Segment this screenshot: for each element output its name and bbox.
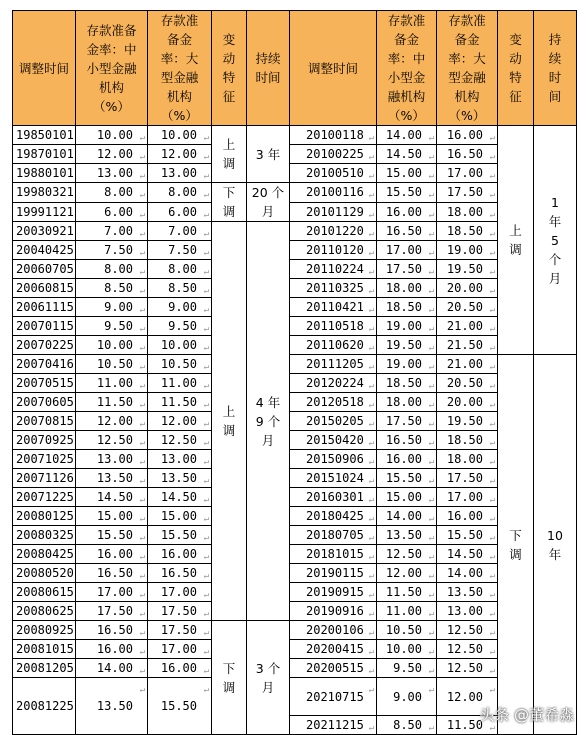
left-date-cell: 19870101 xyxy=(13,145,76,164)
left-date-cell: 20030921 xyxy=(13,222,76,241)
left-large-rate-cell: 16.00 ↵ xyxy=(148,545,212,564)
table-row xyxy=(13,260,577,279)
left-date-cell: 20081015 xyxy=(13,640,76,659)
right-large-rate-cell: 20.50 ↵ xyxy=(437,374,498,393)
left-small-rate-cell: 8.50 ↵ xyxy=(76,279,148,298)
header-left-change-type: 变 动 特 征 xyxy=(212,11,247,126)
right-date-cell: 20211215 ↵ xyxy=(290,716,377,735)
table-row xyxy=(13,183,577,203)
right-small-rate-cell: 12.00 ↵ xyxy=(377,564,437,583)
left-large-rate-cell: 13.00 ↵ xyxy=(148,164,212,183)
reserve-ratio-table xyxy=(12,10,577,735)
left-small-rate-cell: 7.00 ↵ xyxy=(76,222,148,241)
right-date-cell: 20151024 ↵ xyxy=(290,469,377,488)
table-row xyxy=(13,126,577,145)
left-large-rate-cell: 13.00 ↵ xyxy=(148,450,212,469)
left-date-cell: 19850101 xyxy=(13,126,76,145)
right-large-rate-cell: 21.00 ↵ xyxy=(437,355,498,374)
right-small-rate-cell: 14.00 ↵ xyxy=(377,126,437,145)
right-small-rate-cell: 15.00 ↵ xyxy=(377,488,437,507)
left-date-cell: 20081225 xyxy=(13,678,76,735)
right-large-rate-cell: 16.00 ↵ xyxy=(437,126,498,145)
left-small-rate-cell: 10.00 ↵ xyxy=(76,126,148,145)
right-large-rate-cell: 19.00 ↵ xyxy=(437,241,498,260)
table-row xyxy=(13,317,577,336)
left-change-type-cell: 上 调 xyxy=(212,126,247,183)
right-change-type-cell: 下 调 xyxy=(498,355,534,735)
left-small-rate-cell: 17.00 ↵ xyxy=(76,583,148,602)
right-date-cell: 20100118 ↵ xyxy=(290,126,377,145)
table-row xyxy=(13,488,577,507)
left-large-rate-cell: 10.50 ↵ xyxy=(148,355,212,374)
table-row xyxy=(13,659,577,678)
right-date-cell: 20110120 ↵ xyxy=(290,241,377,260)
right-large-rate-cell: 16.00 ↵ xyxy=(437,507,498,526)
table-row xyxy=(13,374,577,393)
right-date-cell: 20100225 ↵ xyxy=(290,145,377,164)
left-large-rate-cell: 14.50 ↵ xyxy=(148,488,212,507)
header-row xyxy=(13,11,577,126)
right-large-rate-cell: 21.00 ↵ xyxy=(437,317,498,336)
left-small-rate-cell: 9.50 ↵ xyxy=(76,317,148,336)
right-date-cell: 20190115 ↵ xyxy=(290,564,377,583)
right-small-rate-cell: 15.00 ↵ xyxy=(377,164,437,183)
right-small-rate-cell: 18.50 ↵ xyxy=(377,298,437,317)
header-right-time: 调整时间 xyxy=(290,11,377,126)
table-row xyxy=(13,202,577,222)
right-date-cell: 20110224 ↵ xyxy=(290,260,377,279)
left-large-rate-cell: 17.50 ↵ xyxy=(148,621,212,640)
right-date-cell: 20150906 ↵ xyxy=(290,450,377,469)
right-date-cell: 20150420 ↵ xyxy=(290,431,377,450)
left-large-rate-cell: 15.00 ↵ xyxy=(148,507,212,526)
left-small-rate-cell: 13.00 ↵ xyxy=(76,450,148,469)
left-change-type-cell: 下 调 xyxy=(212,183,247,222)
table-row xyxy=(13,336,577,355)
table-row xyxy=(13,431,577,450)
right-large-rate-cell: 20.50 ↵ xyxy=(437,298,498,317)
left-large-rate-cell: 10.00 ↵ xyxy=(148,126,212,145)
right-small-rate-cell: 11.00 ↵ xyxy=(377,602,437,621)
table-row xyxy=(13,602,577,621)
left-date-cell: 20070605 xyxy=(13,393,76,412)
left-date-cell: 20080125 xyxy=(13,507,76,526)
right-large-rate-cell: 12.50 ↵ xyxy=(437,621,498,640)
left-large-rate-cell: 17.50 ↵ xyxy=(148,602,212,621)
right-small-rate-cell: 12.50 ↵ xyxy=(377,545,437,564)
table-row xyxy=(13,640,577,659)
right-small-rate-cell: 10.50 ↵ xyxy=(377,621,437,640)
left-date-cell: 20070515 xyxy=(13,374,76,393)
right-large-rate-cell: 20.00 ↵ xyxy=(437,393,498,412)
right-small-rate-cell: 16.50 ↵ xyxy=(377,222,437,241)
table-row xyxy=(13,526,577,545)
right-large-rate-cell: 14.00 ↵ xyxy=(437,564,498,583)
left-date-cell: 20070925 xyxy=(13,431,76,450)
right-small-rate-cell: 9.50 ↵ xyxy=(377,659,437,678)
table-row xyxy=(13,164,577,183)
left-date-cell: 20061115 xyxy=(13,298,76,317)
right-large-rate-cell: 12.50 ↵ xyxy=(437,659,498,678)
left-small-rate-cell: 13.50 ↵ xyxy=(76,678,148,735)
left-large-rate-cell: 8.00 ↵ xyxy=(148,260,212,279)
table-row xyxy=(13,412,577,431)
left-small-rate-cell: 15.50 ↵ xyxy=(76,526,148,545)
table-row xyxy=(13,450,577,469)
left-date-cell: 20080615 xyxy=(13,583,76,602)
right-large-rate-cell: 17.00 ↵ xyxy=(437,488,498,507)
right-large-rate-cell: 11.50 ↵ xyxy=(437,716,498,735)
right-large-rate-cell: 19.50 ↵ xyxy=(437,412,498,431)
left-small-rate-cell: 15.00 ↵ xyxy=(76,507,148,526)
watermark: 头条 @董希淼 xyxy=(479,706,574,724)
right-large-rate-cell: 18.50 ↵ xyxy=(437,222,498,241)
left-duration-cell: 4 年 9 个 月 xyxy=(247,222,290,621)
left-large-rate-cell: 16.00 ↵ xyxy=(148,659,212,678)
left-small-rate-cell: 8.00 ↵ xyxy=(76,260,148,279)
left-small-rate-cell: 16.00 ↵ xyxy=(76,545,148,564)
left-large-rate-cell: 7.50 ↵ xyxy=(148,241,212,260)
right-large-rate-cell: 14.50 ↵ xyxy=(437,545,498,564)
left-date-cell: 20080325 xyxy=(13,526,76,545)
right-small-rate-cell: 18.00 ↵ xyxy=(377,393,437,412)
table-row xyxy=(13,564,577,583)
right-duration-cell: 10 年 xyxy=(534,355,577,735)
table-row xyxy=(13,222,577,241)
right-large-rate-cell: 20.00 ↵ xyxy=(437,279,498,298)
right-small-rate-cell: 19.00 ↵ xyxy=(377,355,437,374)
right-date-cell: 20111205 ↵ xyxy=(290,355,377,374)
right-date-cell: 20120224 ↵ xyxy=(290,374,377,393)
left-small-rate-cell: 13.00 ↵ xyxy=(76,164,148,183)
right-large-rate-cell: 13.00 ↵ xyxy=(437,602,498,621)
right-date-cell: 20190915 ↵ xyxy=(290,583,377,602)
header-right-large-rate: 存款准 备金 率：大 型金融 机构 （%） xyxy=(437,11,498,126)
left-small-rate-cell: 11.00 ↵ xyxy=(76,374,148,393)
table-row xyxy=(13,621,577,640)
left-large-rate-cell: 9.50 ↵ xyxy=(148,317,212,336)
left-date-cell: 20070815 xyxy=(13,412,76,431)
right-large-rate-cell: 16.50 ↵ xyxy=(437,145,498,164)
right-date-cell: 20190916 ↵ xyxy=(290,602,377,621)
left-large-rate-cell: 9.00 ↵ xyxy=(148,298,212,317)
left-date-cell: 20070225 xyxy=(13,336,76,355)
left-change-type-cell: 上 调 xyxy=(212,222,247,621)
left-date-cell: 19991121 xyxy=(13,202,76,222)
right-large-rate-cell: 18.50 ↵ xyxy=(437,431,498,450)
right-date-cell: 20150205 ↵ xyxy=(290,412,377,431)
table-row xyxy=(13,355,577,374)
right-large-rate-cell: 17.50 ↵ xyxy=(437,469,498,488)
left-date-cell: 20040425 xyxy=(13,241,76,260)
left-small-rate-cell: 14.50 ↵ xyxy=(76,488,148,507)
left-large-rate-cell: 8.50 ↵ xyxy=(148,279,212,298)
table-row xyxy=(13,241,577,260)
header-left-small-rate: 存款准备 金率：中 小型金融 机构 （%） xyxy=(76,11,148,126)
right-date-cell: 20110620 ↵ xyxy=(290,336,377,355)
left-small-rate-cell: 8.00 ↵ xyxy=(76,183,148,203)
right-small-rate-cell: 18.00 ↵ xyxy=(377,279,437,298)
left-change-type-cell: 下 调 xyxy=(212,621,247,735)
left-date-cell: 20070115 xyxy=(13,317,76,336)
right-date-cell: 20120518 ↵ xyxy=(290,393,377,412)
right-small-rate-cell: 16.00 ↵ xyxy=(377,202,437,222)
left-date-cell: 20060705 xyxy=(13,260,76,279)
right-date-cell: 20101129 ↵ xyxy=(290,202,377,222)
left-large-rate-cell: 12.50 ↵ xyxy=(148,431,212,450)
table-row xyxy=(13,279,577,298)
left-date-cell: 19880101 xyxy=(13,164,76,183)
left-date-cell: 20080520 xyxy=(13,564,76,583)
right-large-rate-cell: 21.50 ↵ xyxy=(437,336,498,355)
left-date-cell: 19980321 xyxy=(13,183,76,203)
right-small-rate-cell: 8.50 ↵ xyxy=(377,716,437,735)
right-date-cell: 20100510 ↵ xyxy=(290,164,377,183)
table-row xyxy=(13,507,577,526)
left-date-cell: 20071126 xyxy=(13,469,76,488)
right-small-rate-cell: 15.50 ↵ xyxy=(377,183,437,203)
right-small-rate-cell: 14.00 ↵ xyxy=(377,507,437,526)
right-date-cell: 20200106 ↵ xyxy=(290,621,377,640)
left-date-cell: 20070416 xyxy=(13,355,76,374)
right-small-rate-cell: 17.50 ↵ xyxy=(377,412,437,431)
right-large-rate-cell: 19.50 ↵ xyxy=(437,260,498,279)
table-row xyxy=(13,469,577,488)
right-small-rate-cell: 17.50 ↵ xyxy=(377,260,437,279)
left-date-cell: 20060815 xyxy=(13,279,76,298)
left-date-cell: 20071025 xyxy=(13,450,76,469)
left-large-rate-cell: 8.00 ↵ xyxy=(148,183,212,203)
left-small-rate-cell: 7.50 ↵ xyxy=(76,241,148,260)
right-small-rate-cell: 16.00 ↵ xyxy=(377,450,437,469)
left-duration-cell: 3 个 月 xyxy=(247,621,290,735)
left-date-cell: 20080425 xyxy=(13,545,76,564)
header-right-duration: 持 续 时 间 xyxy=(534,11,577,126)
right-date-cell: 20200415 ↵ xyxy=(290,640,377,659)
right-small-rate-cell: 18.50 ↵ xyxy=(377,374,437,393)
right-large-rate-cell: 17.00 ↵ xyxy=(437,164,498,183)
right-large-rate-cell: 12.00 ↵ xyxy=(437,678,498,716)
left-small-rate-cell: 17.50 ↵ xyxy=(76,602,148,621)
left-duration-cell: 3 年 xyxy=(247,126,290,183)
left-large-rate-cell: 11.00 ↵ xyxy=(148,374,212,393)
right-date-cell: 20110421 ↵ xyxy=(290,298,377,317)
left-large-rate-cell: 15.50 ↵ xyxy=(148,678,212,735)
right-duration-cell: 1 年 5 个 月 xyxy=(534,126,577,355)
right-small-rate-cell: 19.50 ↵ xyxy=(377,336,437,355)
left-large-rate-cell: 11.50 ↵ xyxy=(148,393,212,412)
left-date-cell: 20071225 xyxy=(13,488,76,507)
left-small-rate-cell: 13.50 ↵ xyxy=(76,469,148,488)
left-small-rate-cell: 14.00 ↵ xyxy=(76,659,148,678)
left-date-cell: 20080925 xyxy=(13,621,76,640)
right-date-cell: 20110518 ↵ xyxy=(290,317,377,336)
right-large-rate-cell: 15.50 ↵ xyxy=(437,526,498,545)
table-row xyxy=(13,583,577,602)
left-small-rate-cell: 12.50 ↵ xyxy=(76,431,148,450)
right-small-rate-cell: 17.00 ↵ xyxy=(377,241,437,260)
right-change-type-cell: 上 调 xyxy=(498,126,534,355)
left-date-cell: 20081205 xyxy=(13,659,76,678)
table-body xyxy=(13,126,577,735)
table-row xyxy=(13,298,577,317)
header-right-change-type: 变 动 特 征 xyxy=(498,11,534,126)
left-small-rate-cell: 16.50 ↵ xyxy=(76,621,148,640)
right-small-rate-cell: 11.50 ↵ xyxy=(377,583,437,602)
right-small-rate-cell: 10.00 ↵ xyxy=(377,640,437,659)
left-large-rate-cell: 6.00 ↵ xyxy=(148,202,212,222)
right-date-cell: 20160301 ↵ xyxy=(290,488,377,507)
right-small-rate-cell: 9.00 ↵ xyxy=(377,678,437,716)
left-large-rate-cell: 12.00 ↵ xyxy=(148,145,212,164)
left-small-rate-cell: 11.50 ↵ xyxy=(76,393,148,412)
left-small-rate-cell: 10.00 ↵ xyxy=(76,336,148,355)
left-small-rate-cell: 16.50 ↵ xyxy=(76,564,148,583)
right-date-cell: 20101220 ↵ xyxy=(290,222,377,241)
left-large-rate-cell: 13.50 ↵ xyxy=(148,469,212,488)
left-small-rate-cell: 10.50 ↵ xyxy=(76,355,148,374)
right-large-rate-cell: 18.00 ↵ xyxy=(437,202,498,222)
right-large-rate-cell: 18.00 ↵ xyxy=(437,450,498,469)
right-small-rate-cell: 13.50 ↵ xyxy=(377,526,437,545)
left-date-cell: 20080625 xyxy=(13,602,76,621)
right-date-cell: 20180705 ↵ xyxy=(290,526,377,545)
header-left-time: 调整时间 xyxy=(13,11,76,126)
header-right-small-rate: 存款准 备金 率：中 小型金 融机构 （%） xyxy=(377,11,437,126)
left-large-rate-cell: 15.50 ↵ xyxy=(148,526,212,545)
right-large-rate-cell: 12.50 ↵ xyxy=(437,640,498,659)
table-row xyxy=(13,145,577,164)
right-small-rate-cell: 14.50 ↵ xyxy=(377,145,437,164)
left-large-rate-cell: 7.00 ↵ xyxy=(148,222,212,241)
table-row xyxy=(13,545,577,564)
left-small-rate-cell: 6.00 ↵ xyxy=(76,202,148,222)
right-date-cell: 20210715 ↵ xyxy=(290,678,377,716)
table-row xyxy=(13,393,577,412)
header-left-large-rate: 存款准 备金 率：大 型金融 机构 （%） xyxy=(148,11,212,126)
right-small-rate-cell: 15.50 ↵ xyxy=(377,469,437,488)
right-date-cell: 20110325 ↵ xyxy=(290,279,377,298)
left-duration-cell: 20 个 月 xyxy=(247,183,290,222)
right-date-cell: 20180425 ↵ xyxy=(290,507,377,526)
header-left-duration: 持续 时间 xyxy=(247,11,290,126)
left-large-rate-cell: 12.00 ↵ xyxy=(148,412,212,431)
left-large-rate-cell: 16.50 ↵ xyxy=(148,564,212,583)
right-large-rate-cell: 17.50 ↵ xyxy=(437,183,498,203)
left-small-rate-cell: 12.00 ↵ xyxy=(76,145,148,164)
right-date-cell: 20200515 ↵ xyxy=(290,659,377,678)
left-small-rate-cell: 16.00 ↵ xyxy=(76,640,148,659)
right-small-rate-cell: 16.50 ↵ xyxy=(377,431,437,450)
left-large-rate-cell: 17.00 ↵ xyxy=(148,583,212,602)
left-large-rate-cell: 17.00 ↵ xyxy=(148,640,212,659)
right-date-cell: 20181015 ↵ xyxy=(290,545,377,564)
right-small-rate-cell: 19.00 ↵ xyxy=(377,317,437,336)
right-large-rate-cell: 13.50 ↵ xyxy=(437,583,498,602)
right-date-cell: 20100116 ↵ xyxy=(290,183,377,203)
left-small-rate-cell: 12.00 ↵ xyxy=(76,412,148,431)
left-small-rate-cell: 9.00 ↵ xyxy=(76,298,148,317)
left-large-rate-cell: 10.00 ↵ xyxy=(148,336,212,355)
